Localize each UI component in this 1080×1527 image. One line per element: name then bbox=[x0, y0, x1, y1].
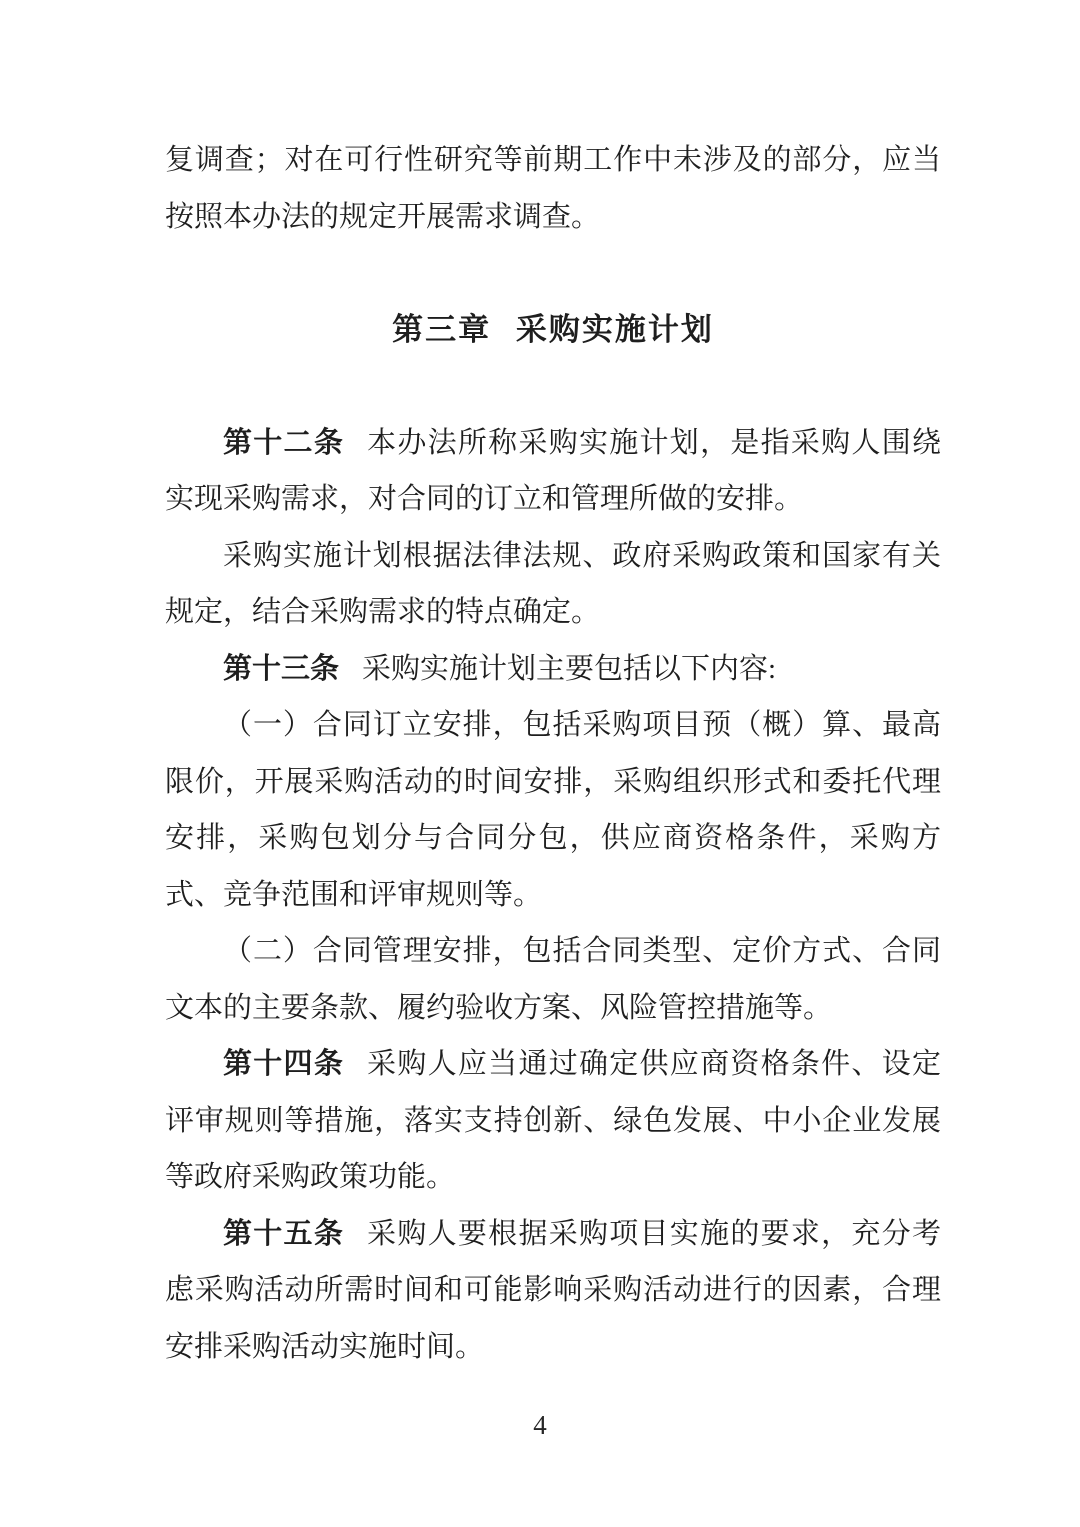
page-number: 4 bbox=[533, 1410, 547, 1440]
article-15-number: 第十五条 bbox=[223, 1217, 345, 1250]
chapter-title: 采购实施计划 bbox=[515, 311, 714, 347]
article-13-paragraph bbox=[165, 641, 941, 698]
article-13-number: 第十三条 bbox=[223, 652, 340, 685]
document-body bbox=[165, 132, 941, 1375]
article-13-text: 采购实施计划主要包括以下内容: bbox=[362, 652, 777, 685]
article-14-number: 第十四条 bbox=[223, 1048, 345, 1080]
paragraph-continuation: 复调查；对在可行性研究等前期工作中未涉及的部分，应当按照本办法的规定开展需求调查。 bbox=[165, 144, 941, 233]
chapter-number: 第三章 bbox=[392, 311, 492, 347]
article-13-item-1: （一）合同订立安排，包括采购项目预（概）算、最高限价，开展采购活动的时间安排，采购组织形式和委托代理安排，采购包划分与合同分包，供应商资格条件，采购方式、竞争范围和评审规则等。 bbox=[165, 709, 941, 911]
article-12-text: 本办法所称采购实施计划，是指采购人围绕实现采购需求，对合同的订立和管理所做的安排。 bbox=[165, 426, 941, 515]
article-15-text: 采购人要根据采购项目实施的要求，充分考虑采购活动所需时间和可能影响采购活动进行的因素，合理安排采购活动实施时间。 bbox=[165, 1217, 941, 1363]
article-14-paragraph bbox=[165, 1036, 941, 1206]
chapter-heading bbox=[165, 302, 941, 359]
article-12-number: 第十二条 bbox=[223, 426, 345, 459]
article-13-item-2: （二）合同管理安排，包括合同类型、定价方式、合同文本的主要条款、履约验收方案、风险管控措施等。 bbox=[165, 935, 941, 1024]
article-12-paragraph bbox=[165, 415, 941, 528]
article-12-paragraph-2: 采购实施计划根据法律法规、政府采购政策和国家有关规定，结合采购需求的特点确定。 bbox=[165, 539, 941, 628]
article-15-paragraph bbox=[165, 1206, 941, 1376]
article-14-text: 采购人应当通过确定供应商资格条件、设定评审规则等措施，落实支持创新、绿色发展、中小企业发展等政府采购政策功能。 bbox=[165, 1048, 941, 1193]
